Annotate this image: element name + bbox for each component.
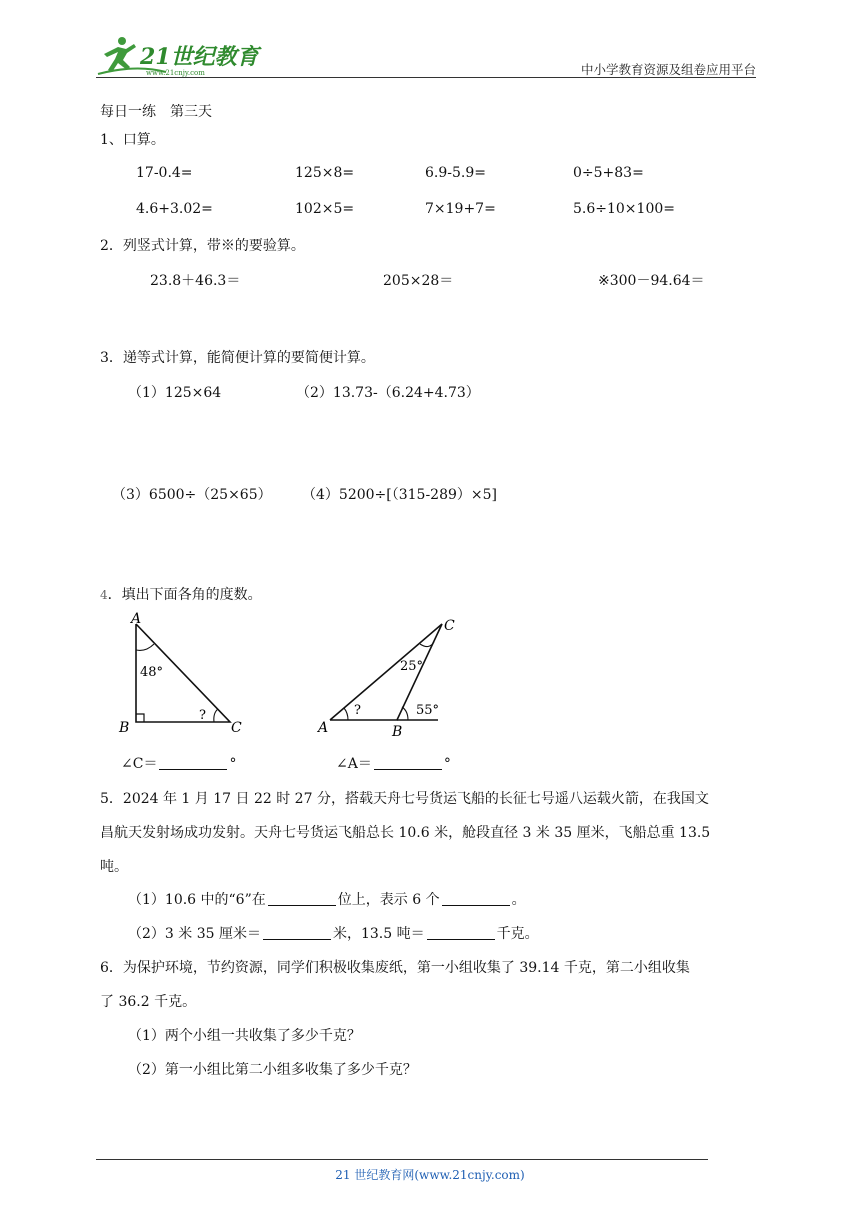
q4-answer-2 <box>336 753 451 773</box>
logo-url: www.21cnjy.com <box>146 69 205 77</box>
angle-c-arc <box>214 709 218 722</box>
q1-heading: 1、口算。 <box>100 132 165 148</box>
q1-item: 4.6+3.02= <box>136 201 213 217</box>
q3-heading: 3．递等式计算，能简便计算的要简便计算。 <box>100 350 375 366</box>
sub-text: 米，13.5 吨＝ <box>332 926 425 942</box>
q1-item: 0÷5+83= <box>573 165 644 181</box>
angle-a-arc <box>136 644 154 650</box>
unknown-angle-mark: ? <box>199 708 206 723</box>
footer-link[interactable]: 21 世纪教育网(www.21cnjy.com) <box>335 1168 525 1182</box>
q6-sub: （1）两个小组一共收集了多少千克？ <box>128 1028 361 1044</box>
sub-text: 位上，表示 6 个 <box>337 892 440 908</box>
unknown-angle-mark: ? <box>354 703 361 718</box>
sub-text: （1）10.6 中的“6”在 <box>128 892 266 908</box>
answer-blank[interactable] <box>427 925 495 940</box>
q1-item: 17-0.4= <box>136 165 193 181</box>
q2-heading: 2．列竖式计算，带※的要验算。 <box>100 238 305 254</box>
logo-text: 21世纪教育 <box>140 44 259 70</box>
footer-divider <box>96 1159 708 1160</box>
q4-number: 4 <box>100 588 108 602</box>
q1-item: 7×19+7= <box>425 201 496 217</box>
q6-sub: （2）第一小组比第二小组多收集了多少千克？ <box>128 1062 417 1078</box>
right-angle-mark <box>136 714 144 722</box>
answer-label: ∠C＝ <box>121 756 158 772</box>
sub-text: （2）3 米 35 厘米＝ <box>128 926 261 942</box>
q2-item: 205×28＝ <box>383 273 454 289</box>
angle-c-value: 25° <box>400 659 424 674</box>
answer-blank[interactable] <box>268 891 336 906</box>
triangle-1-figure <box>110 612 260 740</box>
answer-blank[interactable] <box>374 755 442 770</box>
q1-item: 5.6÷10×100= <box>573 201 675 217</box>
site-logo <box>96 34 266 78</box>
triangle-2-figure <box>310 612 480 740</box>
answer-blank[interactable] <box>159 755 227 770</box>
header-platform-text: 中小学教育资源及组卷应用平台 <box>580 62 756 77</box>
angle-a-value: 48° <box>140 665 164 680</box>
runner-logo-icon <box>104 37 136 72</box>
q3-item: （1）125×64 <box>128 385 222 401</box>
sub-text: 。 <box>511 892 526 908</box>
q6-line: 6．为保护环境，节约资源，同学们积极收集废纸，第一小组收集了 39.14 千克，第二小组收集 <box>100 960 690 976</box>
q5-line: 吨。 <box>100 859 128 875</box>
vertex-b-label: B <box>392 724 403 740</box>
q1-item: 102×5= <box>295 201 355 217</box>
q5-sub1 <box>128 889 526 909</box>
q1-item: 6.9-5.9= <box>425 165 486 181</box>
q1-item: 125×8= <box>295 165 355 181</box>
degree-sign: ° <box>229 756 237 772</box>
q3-item: （3）6500÷（25×65） <box>112 487 272 503</box>
sub-text: 千克。 <box>496 926 539 942</box>
q5-sub2 <box>128 923 539 943</box>
vertex-b-label: B <box>119 720 130 736</box>
answer-blank[interactable] <box>263 925 331 940</box>
q6-line: 了 36.2 千克。 <box>100 994 197 1010</box>
angle-a-arc <box>344 708 348 720</box>
page-title: 每日一练 第三天 <box>100 104 212 120</box>
q2-item: 23.8＋46.3＝ <box>150 273 241 289</box>
vertex-c-label: C <box>231 720 242 736</box>
q3-item: （4）5200÷[（315-289）×5] <box>302 487 498 503</box>
q5-line: 5．2024 年 1 月 17 日 22 时 27 分，搭载天舟七号货运飞船的长征七号遥八运载火箭，在我国文 <box>100 791 709 807</box>
vertex-c-label: C <box>444 618 455 634</box>
vertex-a-label: A <box>131 612 142 627</box>
q4-heading <box>100 584 262 604</box>
q3-item: （2）13.73-（6.24+4.73） <box>296 385 480 401</box>
q5-line: 昌航天发射场成功发射。天舟七号货运飞船总长 10.6 米，舱段直径 3 米 35 厘米，飞船总重 13.5 <box>100 825 711 841</box>
exterior-angle-value: 55° <box>416 703 440 718</box>
q4-answer-1 <box>121 753 236 773</box>
q4-heading-text: ．填出下面各角的度数。 <box>107 587 262 603</box>
degree-sign: ° <box>443 756 451 772</box>
header-divider <box>96 77 756 78</box>
answer-label: ∠A＝ <box>336 756 372 772</box>
answer-blank[interactable] <box>442 891 510 906</box>
q2-item: ※300－94.64＝ <box>598 273 705 289</box>
vertex-a-label: A <box>318 720 329 736</box>
